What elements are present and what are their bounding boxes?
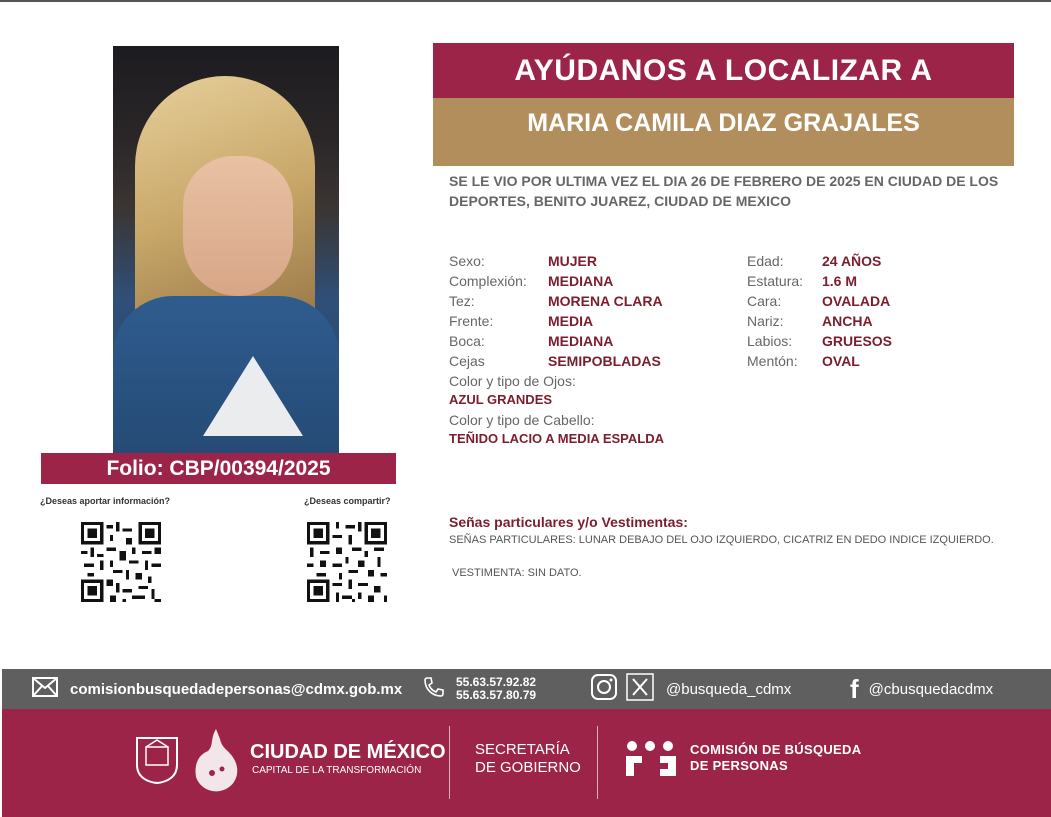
qr-info-label: ¿Deseas aportar información? (40, 496, 171, 506)
cdmx-title: CIUDAD DE MÉXICO (250, 741, 446, 763)
headline-title: AYÚDANOS A LOCALIZAR A (433, 43, 1014, 98)
attr-key: Nariz: (747, 313, 784, 329)
divider (449, 726, 450, 799)
top-border (0, 0, 1051, 2)
missing-person-photo (113, 46, 339, 453)
social-instagram-x[interactable] (590, 669, 791, 709)
attr-value: 1.6 M (822, 273, 858, 289)
attr-key: Frente: (449, 313, 494, 329)
facebook-icon: f (850, 674, 859, 704)
hair-label: Color y tipo de Cabello: (449, 412, 595, 428)
phone-icon (422, 675, 446, 704)
phone-contact[interactable] (422, 669, 536, 709)
cdmx-subtitle: CAPITAL DE LA TRANSFORMACIÓN (252, 765, 422, 776)
attr-key: Labios: (747, 333, 793, 349)
secretaria-gobierno (475, 741, 581, 777)
attr-key: Tez: (449, 293, 475, 309)
x-icon (626, 673, 654, 706)
attr-value: 24 AÑOS (822, 253, 882, 269)
attr-key: Boca: (449, 333, 485, 349)
email-text: comisionbusquedadepersonas@cdmx.gob.mx (70, 680, 403, 698)
person-name: MARIA CAMILA DIAZ GRAJALES (433, 98, 1014, 166)
comision-line2: DE PERSONAS (690, 758, 788, 773)
cdmx-logo-icon (190, 725, 242, 802)
phone-2: 55.63.57.80.79 (456, 688, 537, 702)
email-contact[interactable] (32, 669, 402, 709)
eyes-value: AZUL GRANDES (449, 392, 553, 407)
attr-value: MORENA CLARA (548, 293, 663, 309)
attr-value: MUJER (548, 253, 598, 269)
hair-value: TEÑIDO LACIO A MEDIA ESPALDA (449, 431, 664, 446)
attr-value: OVAL (822, 353, 860, 369)
attr-key: Cejas (449, 353, 485, 369)
instagram-icon (590, 673, 618, 706)
attr-key: Cara: (747, 293, 782, 309)
comision-busqueda (690, 742, 861, 774)
qr-code-share[interactable] (307, 522, 387, 602)
particulars-senas: SEÑAS PARTICULARES: LUNAR DEBAJO DEL OJO IZQUIERDO, CICATRIZ EN DEDO INDICE IZQUIERDO. (449, 534, 994, 546)
attr-value: GRUESOS (822, 333, 893, 349)
secretaria-line1: SECRETARÍA (475, 741, 570, 758)
hoodie-logo (203, 356, 303, 436)
attr-value: MEDIANA (548, 333, 614, 349)
contact-bar (2, 669, 1051, 709)
cbp-logo-icon (624, 740, 678, 783)
folio-banner: Folio: CBP/00394/2025 (41, 453, 396, 484)
social-handle: @busqueda_cdmx (666, 680, 792, 698)
attr-value: OVALADA (822, 293, 891, 309)
attr-key: Edad: (747, 253, 784, 269)
particulars-title: Señas particulares y/o Vestimentas: (449, 514, 688, 530)
cdmx-shield-icon (134, 735, 180, 790)
attr-key: Complexión: (449, 273, 527, 289)
phone-1: 55.63.57.92.82 (456, 675, 537, 689)
eyes-label: Color y tipo de Ojos: (449, 373, 576, 389)
divider (597, 726, 598, 799)
facebook-handle: @cbusquedacdmx (868, 680, 994, 698)
attr-value: MEDIA (548, 313, 594, 329)
envelope-icon (32, 677, 58, 702)
attr-value: SEMIPOBLADAS (548, 353, 661, 369)
comision-line1: COMISIÓN DE BÚSQUEDA (690, 742, 862, 757)
attr-value: ANCHA (822, 313, 873, 329)
attr-key: Sexo: (449, 253, 485, 269)
qr-code-info[interactable] (81, 522, 161, 602)
last-seen-text: SE LE VIO POR ULTIMA VEZ EL DIA 26 DE FEBRERO DE 2025 EN CIUDAD DE LOS DEPORTES, BENITO JUAREZ, CIUDAD DE MEXICO (449, 173, 999, 209)
secretaria-line2: DE GOBIERNO (475, 759, 581, 776)
attr-key: Mentón: (747, 353, 798, 369)
attr-value: MEDIANA (548, 273, 614, 289)
particulars-vestimenta: VESTIMENTA: SIN DATO. (452, 567, 582, 579)
footer-banner (2, 709, 1051, 817)
attr-key: Estatura: (747, 273, 804, 289)
social-facebook[interactable] (850, 669, 993, 709)
qr-share-label: ¿Deseas compartir? (304, 496, 391, 506)
